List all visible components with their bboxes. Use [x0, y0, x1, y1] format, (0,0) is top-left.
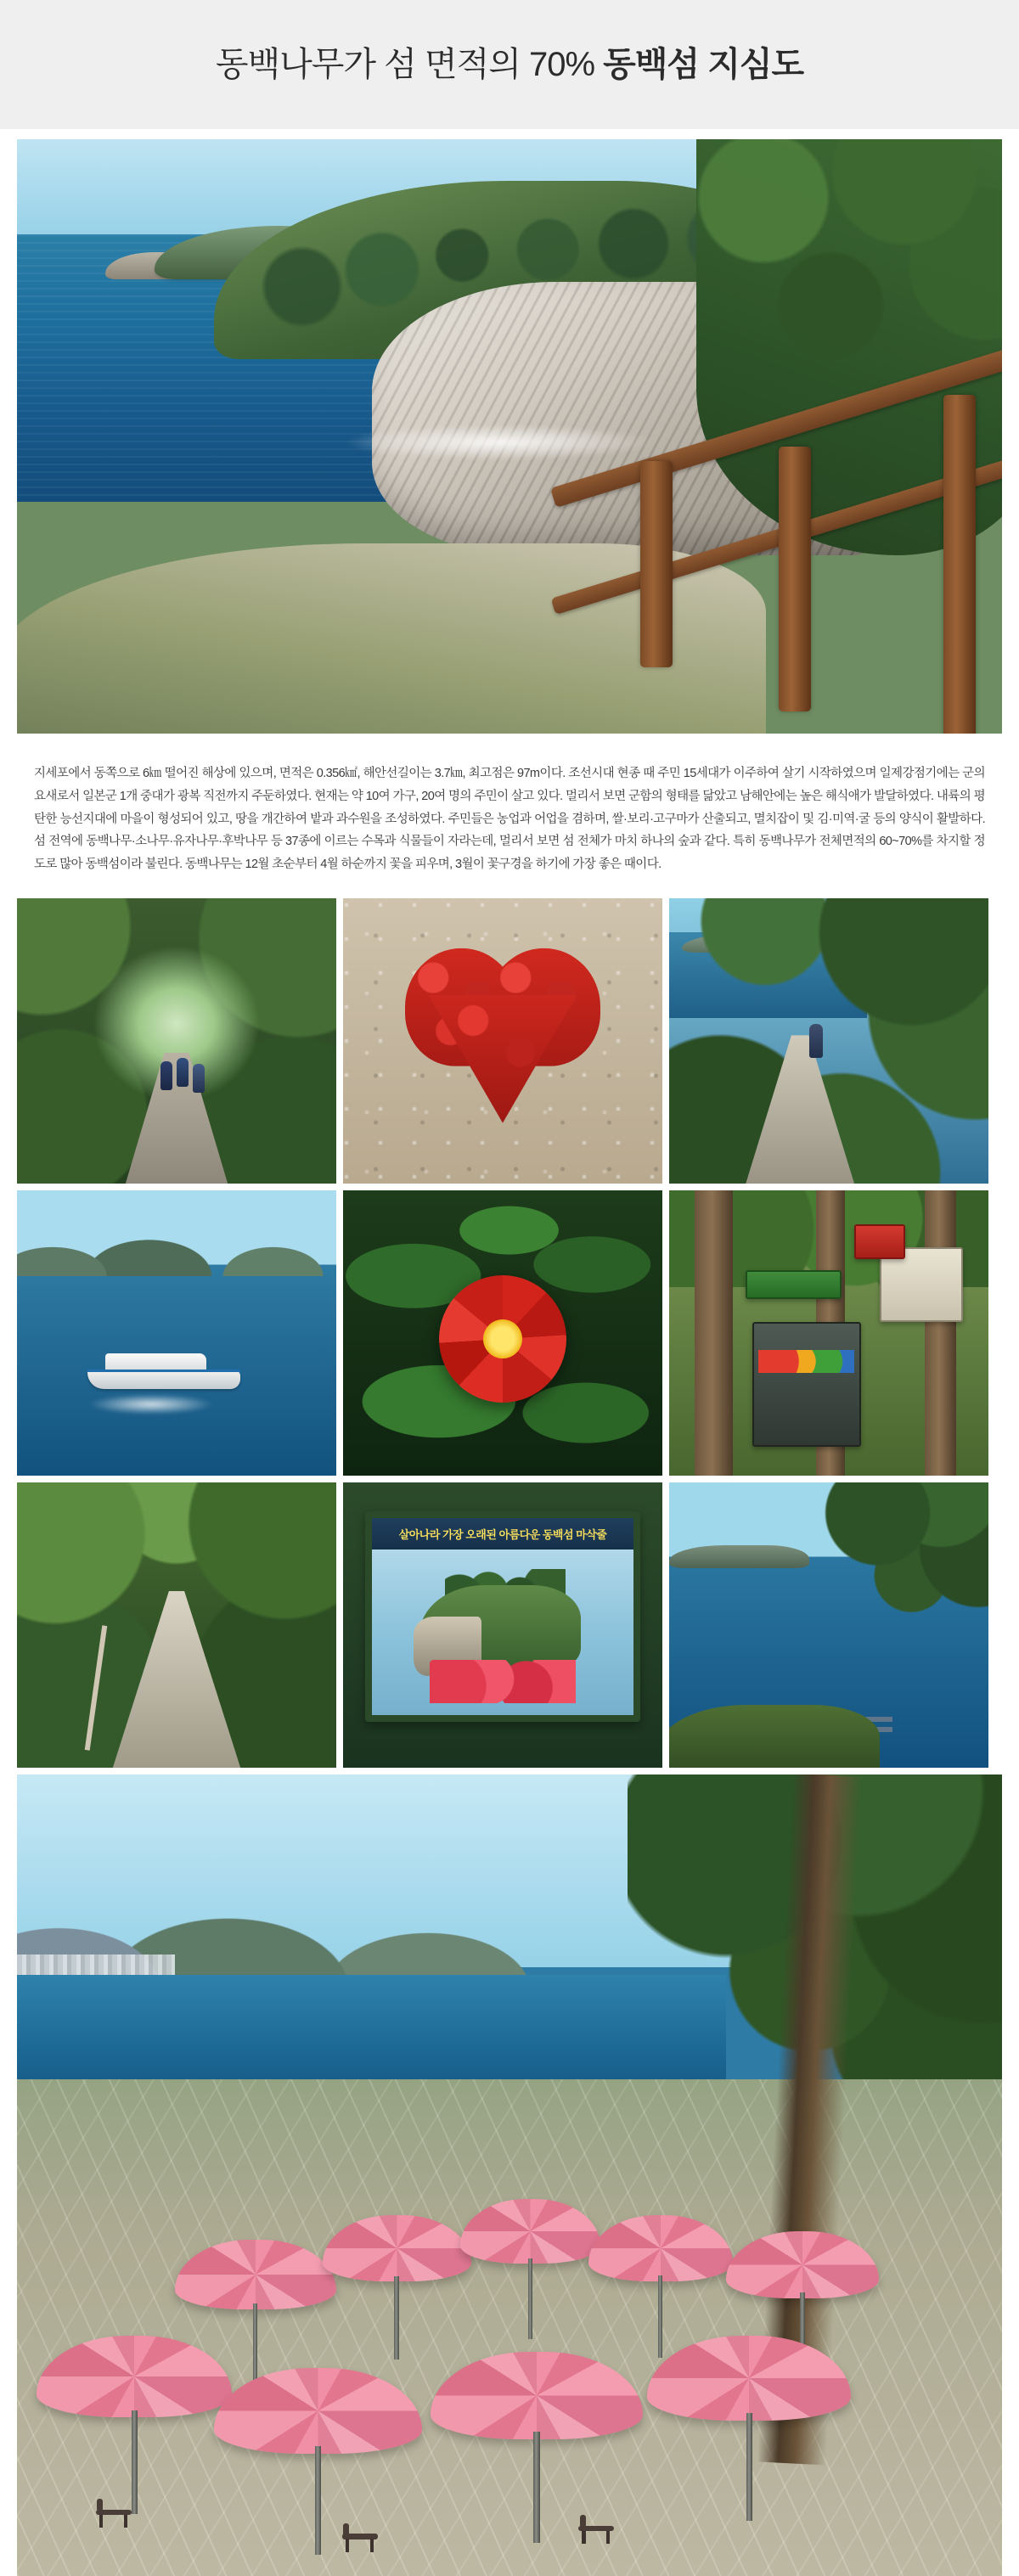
parasol-canopy [588, 2215, 733, 2281]
parasol [214, 2368, 422, 2555]
outdoor-chair [578, 2515, 614, 2544]
parasol-canopy [175, 2240, 336, 2310]
chair-leg [370, 2539, 374, 2552]
panel-title-text: 살아나라 가장 오래된 아름다운 동백섬 마삭줄 [372, 1518, 633, 1550]
gallery-item-forest-walkway [17, 1482, 336, 1768]
parasol [460, 2199, 600, 2339]
tree-trunk [695, 1190, 733, 1476]
camellia-stamen [483, 1319, 522, 1358]
hero-right-foliage [696, 139, 1002, 555]
boat-stripe [87, 1370, 240, 1372]
parasol-pole [533, 2432, 540, 2543]
parasol-canopy [37, 2336, 232, 2418]
island-description: 지세포에서 동쪽으로 6㎞ 떨어진 해상에 있으며, 면적은 0.356㎢, 해안선길이는 3.7㎞, 최고점은 97m이다. 조선시대 현종 때 주민 15세대가 이주하여 살기 시작하였으며 일제강점기에는 군의 요새로서 일본군 1개 중대가 광복 직전까지 주둔하였다. 현재는 약 10여 가구, 20여 명의 주민이 살고 있다. 멀리서 보면 군함의 형태를 닮았고 남해안에는 높은 해식애가 발달하였다. 내륙의 평탄한 능선지대에 마을이 형성되어 있고, 땅을 개간하여 밭과 과수원을 조성하였다. 주민들은 농업과 어업을 겸하며, 쌀·보리·고구마가 산출되고, 멸치잡이 및 김·미역·굴 등의 양식이 활발하다. 섬 전역에 동백나무·소나무·유자나무·후박나무 등 37종에 이르는 수목과 식물들이 자라는데, 멀리서 보면 섬 전체가 마치 하나의 숲과 같다. 특히 동백나무가 전체면적의 60~70%를 차지할 정도로 많아 동백섬이라 불린다. 동백나무는 12월 초순부터 4월 하순까지 꽃을 피우며, 3월이 꽃구경을 하기에 가장 좋은 때이다. [34, 767, 985, 872]
page-title-light: 동백나무가 섬 면적의 70% [215, 46, 604, 83]
page-title-bold: 동백섬 지심도 [603, 46, 804, 83]
parasol-pole [394, 2276, 398, 2360]
chair-leg [346, 2539, 349, 2552]
overlook-foreground-bush [669, 1705, 880, 1768]
overlook-pine-tree [822, 1482, 988, 1682]
gallery-item-island-map-panel [343, 1482, 662, 1768]
tree-trunk [925, 1190, 957, 1476]
gallery-item-tunnel-path [17, 898, 336, 1184]
chair-leg [99, 2515, 103, 2528]
parasol [37, 2336, 232, 2514]
gallery-item-camellia-flower [343, 1190, 662, 1476]
parasol [647, 2336, 851, 2521]
overlook-distant-shore [669, 1545, 809, 1568]
parasol-canopy [214, 2368, 422, 2454]
parasol-canopy [323, 2215, 471, 2281]
parasol-canopy [431, 2352, 643, 2440]
gallery-item-ferry-boat [17, 1190, 336, 1476]
photo-grid [17, 898, 1002, 1768]
parasol-pole [746, 2413, 752, 2520]
gallery-item-trail-signboards [669, 1190, 988, 1476]
parasol-canopy [647, 2336, 851, 2421]
illustrated-panel [365, 1511, 639, 1723]
gallery-item-coastal-trail [669, 898, 988, 1184]
parasol [323, 2215, 471, 2359]
hero-foreground-slope [17, 543, 766, 734]
parasol-canopy [726, 2231, 879, 2298]
outdoor-chair [96, 2499, 132, 2528]
chair-leg [124, 2515, 127, 2528]
visitor-figure [177, 1058, 189, 1087]
parasol [431, 2352, 643, 2543]
visitor-figure [193, 1064, 205, 1093]
boat-distant-hills [17, 1236, 336, 1276]
parasol-pole [315, 2446, 321, 2555]
gallery-item-camellia-heart [343, 898, 662, 1184]
chair-leg [606, 2531, 610, 2545]
ferry-boat [87, 1350, 240, 1389]
camellia-heart-shape [405, 948, 600, 1127]
decorative-heart-row [758, 1350, 854, 1373]
visitor-figure [160, 1061, 172, 1090]
green-banner-sign [746, 1270, 842, 1299]
red-marker-sign [854, 1224, 905, 1258]
outdoor-chair [342, 2523, 378, 2552]
boat-wake [62, 1390, 241, 1419]
hero-wave-foam [293, 419, 707, 466]
parasol-pole [132, 2410, 138, 2514]
page-header [0, 0, 1019, 129]
gallery-item-ocean-overlook [669, 1482, 988, 1768]
information-board [752, 1322, 861, 1448]
hiker-figure [809, 1024, 823, 1058]
boat-hull [87, 1370, 240, 1389]
footer-photo-parasols [17, 1775, 1002, 2576]
hero-photo [17, 139, 1002, 734]
panel-flowers [430, 1660, 576, 1703]
chair-leg [582, 2531, 585, 2545]
parasol-canopy [460, 2199, 600, 2264]
parasol-pole [528, 2258, 532, 2340]
page-title [216, 44, 803, 85]
